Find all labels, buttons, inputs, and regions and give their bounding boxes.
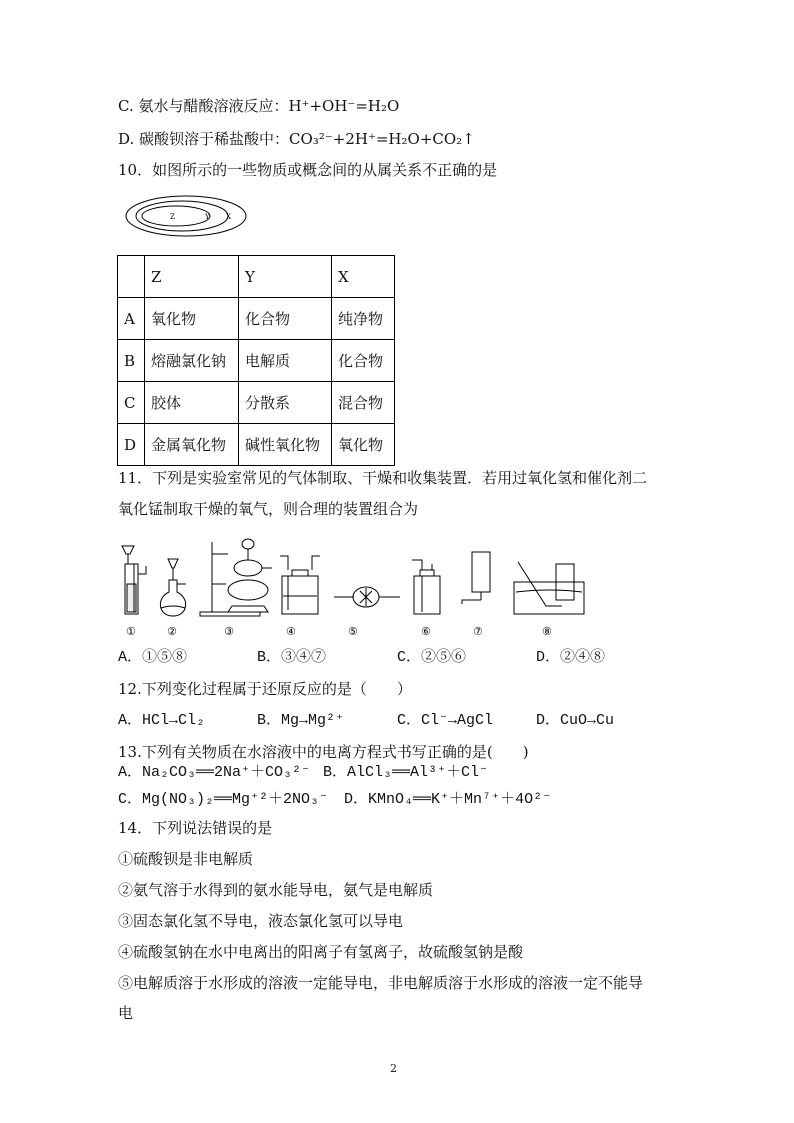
q12-options bbox=[118, 711, 678, 731]
table-cell: 熔融氯化钠 bbox=[145, 340, 239, 382]
diagram-label-x: X bbox=[226, 213, 231, 221]
diagram-label-z: Z bbox=[170, 213, 175, 221]
q11-option-a: A．①⑤⑧ bbox=[118, 649, 188, 666]
q9-option-d: D. 碳酸钡溶于稀盐酸中：CO₃²⁻+2H⁺=H₂O+CO₂↑ bbox=[118, 130, 475, 148]
q14-item-3: ③固态氯化氢不导电，液态氯化氢可以导电 bbox=[118, 912, 404, 930]
table-header-row bbox=[118, 256, 395, 298]
q14-stem: 14．下列说法错误的是 bbox=[118, 819, 273, 837]
table-cell: 氧化物 bbox=[332, 424, 395, 466]
table-cell: 胶体 bbox=[145, 382, 239, 424]
apparatus-2-icon bbox=[160, 559, 186, 616]
apparatus-label-1: ① bbox=[126, 625, 136, 638]
table-cell: 金属氧化物 bbox=[145, 424, 239, 466]
q11-option-d: D．②④⑧ bbox=[536, 649, 606, 666]
apparatus-8-icon bbox=[514, 562, 584, 614]
table-row bbox=[118, 424, 395, 466]
apparatus-label-5: ⑤ bbox=[348, 625, 358, 638]
table-row bbox=[118, 382, 395, 424]
q11-stem-line2: 氧化锰制取干燥的氧气，则合理的装置组合为 bbox=[118, 500, 419, 518]
q13-options-row1 bbox=[118, 763, 678, 783]
apparatus-6-icon bbox=[412, 560, 440, 614]
q12-option-b: B．Mg→Mg²⁺ bbox=[257, 712, 345, 729]
apparatus-label-4: ④ bbox=[286, 625, 296, 638]
table-cell: 纯净物 bbox=[332, 298, 395, 340]
q11-option-b: B．③④⑦ bbox=[257, 649, 327, 666]
table-cell: 氧化物 bbox=[145, 298, 239, 340]
q13-option-d: D．KMnO₄══K⁺＋Mn⁷⁺＋4O²⁻ bbox=[344, 791, 552, 808]
apparatus-7-icon bbox=[462, 552, 490, 604]
table-row bbox=[118, 340, 395, 382]
q11-apparatus-figure bbox=[116, 534, 586, 644]
table-header-z: Z bbox=[145, 256, 239, 298]
q12-stem: 12.下列变化过程属于还原反应的是（ ） bbox=[118, 680, 412, 698]
table-cell: 混合物 bbox=[332, 382, 395, 424]
q14-item-2: ②氨气溶于水得到的氨水能导电，氨气是电解质 bbox=[118, 881, 434, 899]
apparatus-1-icon bbox=[122, 546, 146, 614]
q12-option-a: A．HCl→Cl₂ bbox=[118, 712, 206, 729]
q14-item-5-continuation: 电 bbox=[118, 1004, 134, 1022]
table-header-x: X bbox=[332, 256, 395, 298]
q11-options bbox=[118, 648, 678, 668]
apparatus-4-icon bbox=[280, 556, 320, 614]
q13-option-a: A．Na₂CO₃══2Na⁺＋CO₃²⁻ bbox=[118, 764, 311, 781]
table-cell: 化合物 bbox=[332, 340, 395, 382]
table-cell: 分散系 bbox=[239, 382, 332, 424]
q13-stem: 13.下列有关物质在水溶液中的电离方程式书写正确的是( ) bbox=[118, 743, 529, 761]
apparatus-label-3: ③ bbox=[224, 625, 234, 638]
apparatus-label-7: ⑦ bbox=[473, 625, 483, 638]
q14-item-1: ①硫酸钡是非电解质 bbox=[118, 850, 254, 868]
table-cell: D bbox=[118, 424, 145, 466]
table-row bbox=[118, 298, 395, 340]
table-cell bbox=[118, 256, 145, 298]
table-cell: 化合物 bbox=[239, 298, 332, 340]
q10-classification-table bbox=[117, 255, 395, 466]
table-header-y: Y bbox=[239, 256, 332, 298]
apparatus-5-icon bbox=[334, 587, 400, 607]
q12-option-c: C．Cl⁻→AgCl bbox=[397, 712, 494, 729]
q13-options-row2 bbox=[118, 790, 678, 810]
q11-option-c: C．②⑤⑥ bbox=[397, 649, 467, 666]
q11-stem-line1: 11．下列是实验室常见的气体制取、干燥和收集装置．若用过氧化氢和催化剂二 bbox=[118, 469, 648, 487]
table-cell: 碱性氧化物 bbox=[239, 424, 332, 466]
q14-item-4: ④硫酸氢钠在水中电离出的阳离子有氢离子，故硫酸氢钠是酸 bbox=[118, 943, 524, 961]
q13-option-c: C．Mg(NO₃)₂══Mg⁺²＋2NO₃⁻ bbox=[118, 791, 329, 808]
diagram-label-y: Y bbox=[205, 213, 210, 221]
table-cell: A bbox=[118, 298, 145, 340]
table-cell: B bbox=[118, 340, 145, 382]
q13-option-b: B．AlCl₃══Al³⁺＋Cl⁻ bbox=[323, 764, 489, 781]
apparatus-3-icon bbox=[200, 539, 272, 616]
q14-item-5: ⑤电解质溶于水形成的溶液一定能导电，非电解质溶于水形成的溶液一定不能导 bbox=[118, 974, 644, 992]
page-number: 2 bbox=[390, 1062, 397, 1075]
apparatus-label-6: ⑥ bbox=[421, 625, 431, 638]
table-cell: 电解质 bbox=[239, 340, 332, 382]
q10-stem: 10．如图所示的一些物质或概念间的从属关系不正确的是 bbox=[118, 161, 498, 179]
q9-option-c: C. 氨水与醋酸溶液反应：H⁺+OH⁻=H₂O bbox=[118, 97, 400, 115]
table-cell: C bbox=[118, 382, 145, 424]
apparatus-label-2: ② bbox=[167, 625, 177, 638]
q12-option-d: D．CuO→Cu bbox=[536, 712, 615, 729]
q10-nested-ellipses-diagram bbox=[124, 194, 249, 240]
apparatus-label-8: ⑧ bbox=[542, 625, 552, 638]
